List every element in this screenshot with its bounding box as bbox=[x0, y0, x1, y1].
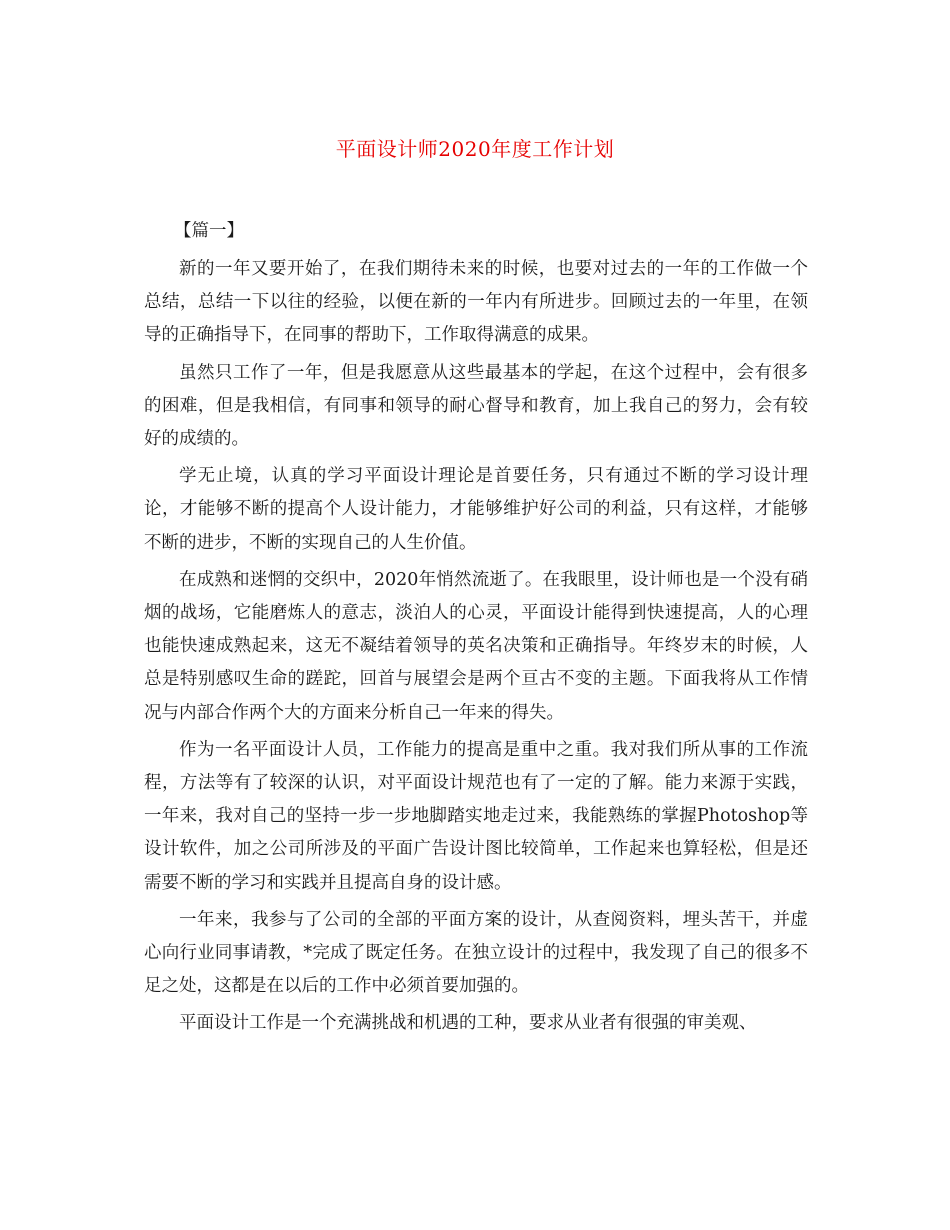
document-body bbox=[144, 215, 808, 1045]
paragraph: 作为一名平面设计人员，工作能力的提高是重中之重。我对我们所从事的工作流程，方法等有了较深的认识，对平面设计规范也有了一定的了解。能力来源于实践，一年来，我对自己的坚持一步一步地脚踏实地走过来，我能熟练的掌握Photoshop等设计软件，加之公司所涉及的平面广告设计图比较简单，工作起来也算轻松，但是还需要不断的学习和实践并且提高自身的设计感。 bbox=[144, 739, 808, 893]
paragraph: 平面设计工作是一个充满挑战和机遇的工种，要求从业者有很强的审美观、 bbox=[179, 1013, 757, 1034]
paragraph: 学无止境，认真的学习平面设计理论是首要任务，只有通过不断的学习设计理论，才能够不断的提高个人设计能力，才能够维护好公司的利益，只有这样，才能够不断的进步，不断的实现自己的人生价值。 bbox=[144, 466, 808, 553]
document-title: 平面设计师2020年度工作计划 bbox=[335, 137, 615, 161]
paragraph: 虽然只工作了一年，但是我愿意从这些最基本的学起，在这个过程中，会有很多的困难，但是我相信，有同事和领导的耐心督导和教育，加上我自己的努力，会有较好的成绩的。 bbox=[144, 362, 808, 450]
paragraph: 在成熟和迷惘的交织中，2020年悄然流逝了。在我眼里，设计师也是一个没有硝烟的战场，它能磨炼人的意志，淡泊人的心灵，平面设计能得到快速提高，人的心理也能快速成熟起来，这无不凝结着领导的英名决策和正确指导。年终岁末的时候，人总是特别感叹生命的蹉跎，回首与展望会是两个亘古不变的主题。下面我将从工作情况与内部合作两个大的方面来分析自己一年来的得失。 bbox=[144, 569, 808, 723]
paragraph: 一年来，我参与了公司的全部的平面方案的设计，从查阅资料，埋头苦干，并虚心向行业同事请教，*完成了既定任务。在独立设计的过程中，我发现了自己的很多不足之处，这都是在以后的工作中必须首要加强的。 bbox=[144, 909, 808, 997]
paragraph: 新的一年又要开始了，在我们期待未来的时候，也要对过去的一年的工作做一个总结，总结一下以往的经验，以便在新的一年内有所进步。回顾过去的一年里，在领导的正确指导下，在同事的帮助下，工作取得满意的成果。 bbox=[144, 259, 808, 346]
section-label: 【篇一】 bbox=[174, 221, 244, 241]
